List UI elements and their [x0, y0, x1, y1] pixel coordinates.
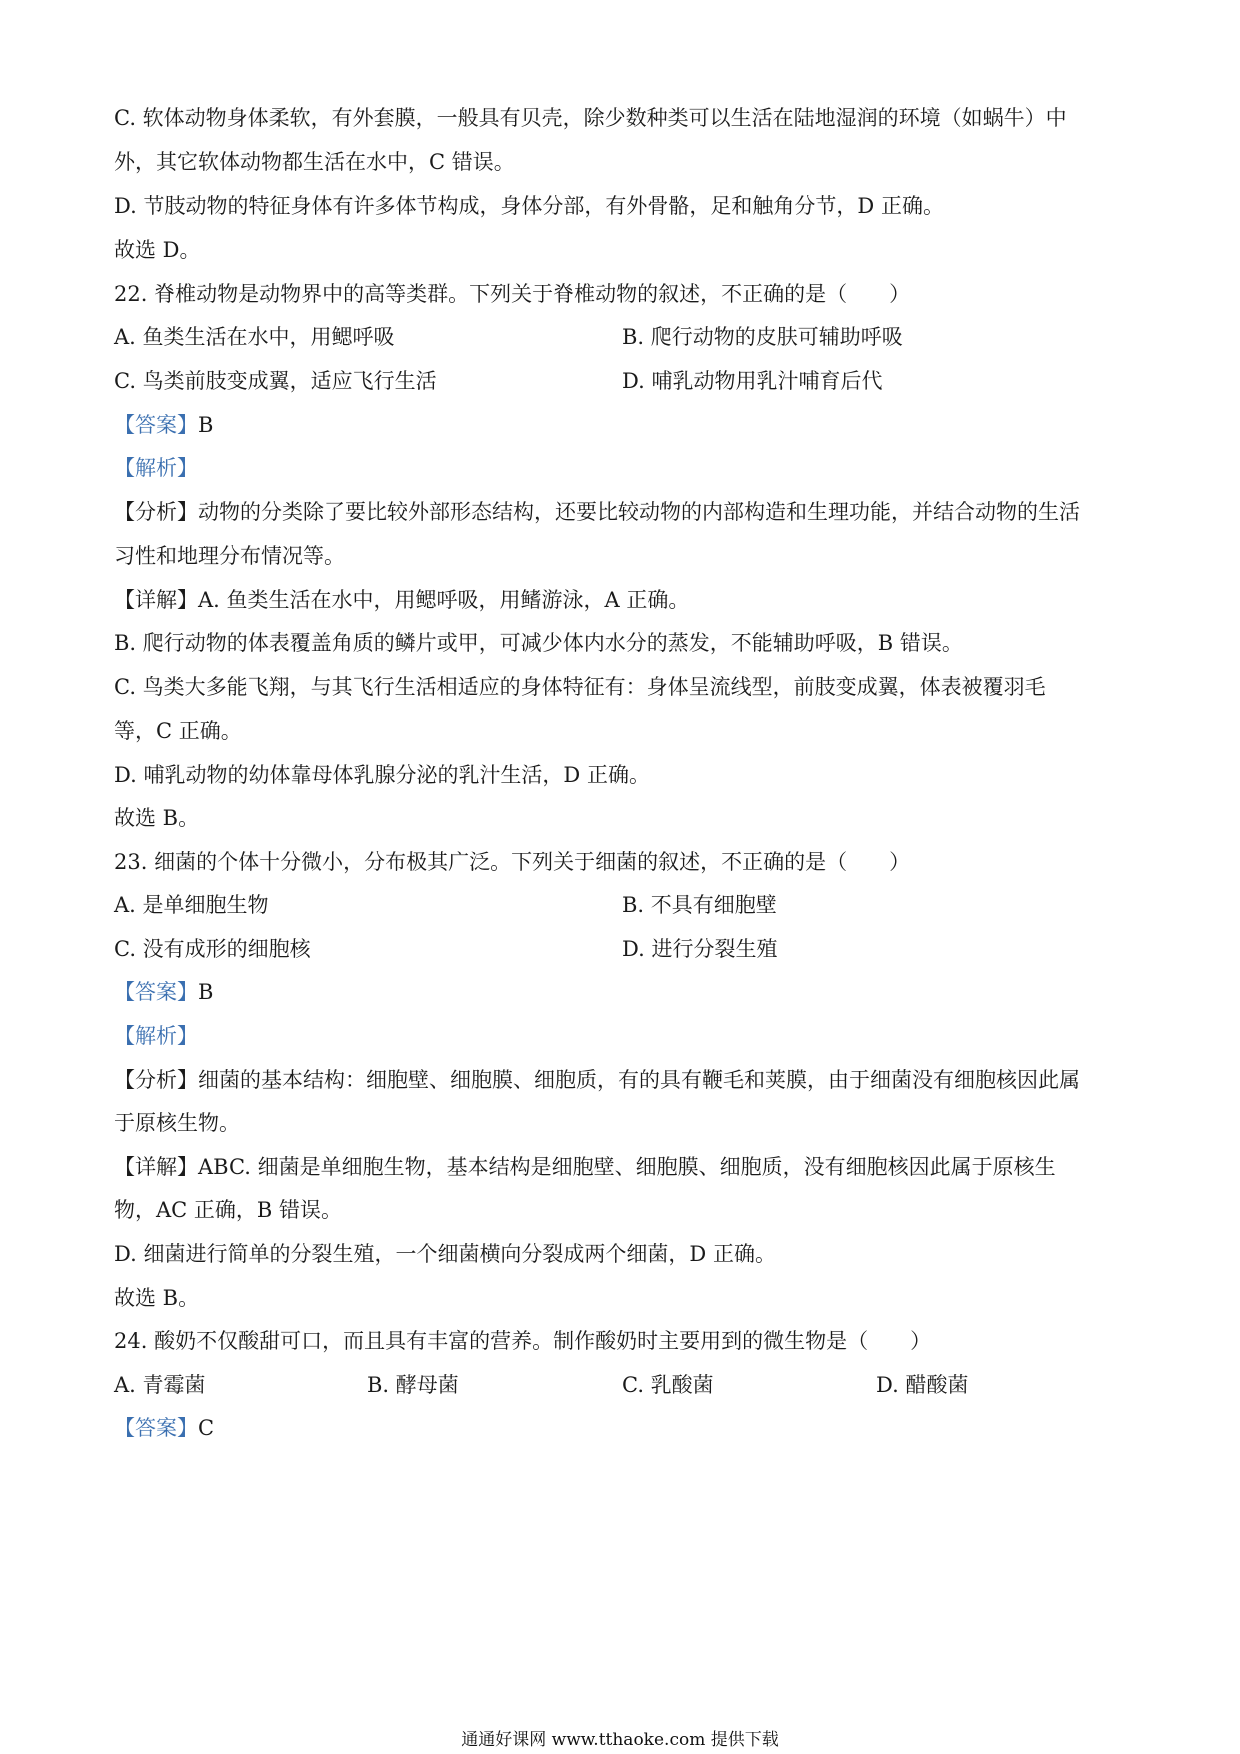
question-stem: 23. 细菌的个体十分微小，分布极其广泛。下列关于细菌的叙述，不正确的是（ ）: [114, 850, 911, 874]
option-c: C. 没有成形的细胞核: [114, 937, 311, 961]
conclusion-line: 故选 B。: [114, 806, 200, 830]
text-line: 于原核生物。: [114, 1111, 240, 1135]
text-line: 物，AC 正确，B 错误。: [114, 1198, 343, 1222]
question-stem: 22. 脊椎动物是动物界中的高等类群。下列关于脊椎动物的叙述，不正确的是（ ）: [114, 282, 911, 306]
text-line: 故选 D。: [114, 238, 201, 262]
text-line: 外，其它软体动物都生活在水中，C 错误。: [114, 150, 515, 174]
option-c: C. 乳酸菌: [622, 1373, 714, 1397]
jiexi-tag: 【解析】: [114, 1024, 198, 1048]
xiangjie-text: ABC. 细菌是单细胞生物，基本结构是细胞壁、细胞膜、细胞质，没有细胞核因此属于原核生: [198, 1155, 1056, 1179]
answer-tag: 【答案】: [114, 413, 198, 437]
fenxi-tag: 【分析】: [114, 500, 198, 524]
text-line: C. 软体动物身体柔软，有外套膜，一般具有贝壳，除少数种类可以生活在陆地湿润的环境（如蜗牛）中: [114, 106, 1067, 130]
fenxi-text: 细菌的基本结构：细胞壁、细胞膜、细胞质，有的具有鞭毛和荚膜，由于细菌没有细胞核因此属: [198, 1068, 1080, 1092]
text-line: 等，C 正确。: [114, 719, 242, 743]
option-b: B. 不具有细胞壁: [622, 893, 777, 917]
conclusion-line: 故选 B。: [114, 1286, 200, 1310]
answer-value: B: [198, 980, 214, 1004]
answer-tag: 【答案】: [114, 980, 198, 1004]
xiangjie-tag: 【详解】: [114, 588, 198, 612]
option-c: C. 鸟类前肢变成翼，适应飞行生活: [114, 369, 437, 393]
jiexi-tag: 【解析】: [114, 456, 198, 480]
answer-line: [114, 1414, 1134, 1442]
option-b: B. 酵母菌: [367, 1373, 459, 1397]
text-line: D. 节肢动物的特征身体有许多体节构成，身体分部，有外骨骼，足和触角分节，D 正确。: [114, 194, 944, 218]
question-stem: 24. 酸奶不仅酸甜可口，而且具有丰富的营养。制作酸奶时主要用到的微生物是（ ）: [114, 1329, 932, 1353]
fenxi-tag: 【分析】: [114, 1068, 198, 1092]
option-b: B. 爬行动物的皮肤可辅助呼吸: [622, 325, 903, 349]
answer-value: B: [198, 413, 214, 437]
text-line: D. 哺乳动物的幼体靠母体乳腺分泌的乳汁生活，D 正确。: [114, 763, 650, 787]
option-a: A. 青霉菌: [114, 1373, 206, 1397]
text-line: B. 爬行动物的体表覆盖角质的鳞片或甲，可减少体内水分的蒸发，不能辅助呼吸，B 错误。: [114, 631, 963, 655]
jiexi-line: [114, 454, 1134, 482]
option-a: A. 鱼类生活在水中，用鳃呼吸: [114, 325, 395, 349]
xiangjie-line: [114, 586, 1134, 614]
text-line: D. 细菌进行简单的分裂生殖，一个细菌横向分裂成两个细菌，D 正确。: [114, 1242, 776, 1266]
option-d: D. 醋酸菌: [876, 1373, 969, 1397]
option-d: D. 进行分裂生殖: [622, 937, 778, 961]
xiangjie-text: A. 鱼类生活在水中，用鳃呼吸，用鳍游泳，A 正确。: [198, 588, 690, 612]
fenxi-text: 动物的分类除了要比较外部形态结构，还要比较动物的内部构造和生理功能，并结合动物的生活: [198, 500, 1080, 524]
fenxi-line: [114, 498, 1134, 526]
xiangjie-line: [114, 1153, 1134, 1181]
xiangjie-tag: 【详解】: [114, 1155, 198, 1179]
page-footer: 通通好课网 www.tthaoke.com 提供下载: [461, 1730, 779, 1750]
option-d: D. 哺乳动物用乳汁哺育后代: [622, 369, 883, 393]
jiexi-line: [114, 1022, 1134, 1050]
answer-tag: 【答案】: [114, 1416, 198, 1440]
fenxi-line: [114, 1066, 1134, 1094]
text-line: 习性和地理分布情况等。: [114, 544, 345, 568]
option-a: A. 是单细胞生物: [114, 893, 269, 917]
answer-line: [114, 411, 1134, 439]
answer-value: C: [198, 1416, 215, 1440]
answer-line: [114, 978, 1134, 1006]
text-line: C. 鸟类大多能飞翔，与其飞行生活相适应的身体特征有：身体呈流线型，前肢变成翼，体表被覆羽毛: [114, 675, 1046, 699]
